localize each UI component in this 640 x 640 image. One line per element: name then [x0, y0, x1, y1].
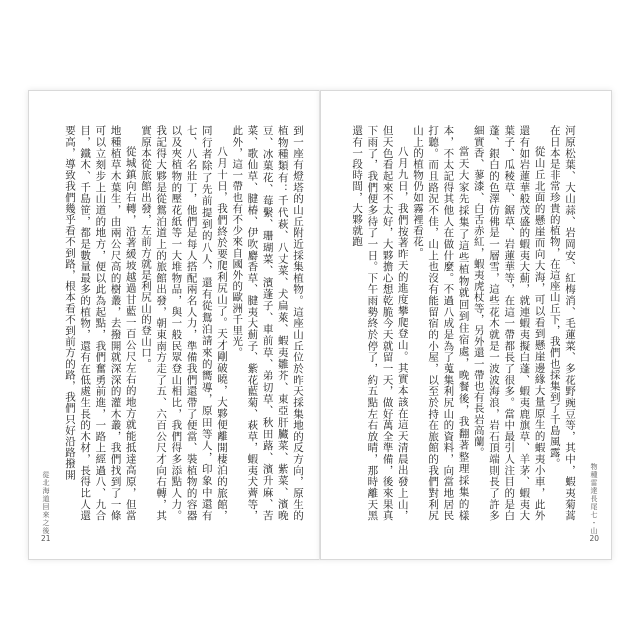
body-paragraph: 八月十日，我們終於要爬利尻山了。天才剛破曉，大夥便離開棲泊的旅館，同行者除了先前提到的八人，還有從鴛泊請來的嚮導，原田等人，印象中還有七、八名壯丁，他們是每人搭配兩名人力，準備我們還帶了便當、裝植物的容器以及夾植物的壓花紙等一大堆物品，與一般民眾登山相比，我們得多添點人力。我記得大夥是從鴛泊道上的旅館出發，朝東南方走了五、六百公尺才向右轉，其實原本從旅館出發，左前方就是利尻山的登山口。 — [139, 125, 228, 521]
running-title-left: 從北海道回來之後 — [42, 471, 50, 535]
body-paragraph: 八月九日，我們按著昨天的進度攀爬登山。其實本該在這天清晨出發上山，但天色看起來不太好，大夥擔心想乾脆今天就留一天，做好萬全準備，後來果真下雨了，我們便多待了一日。下午雨勢終於停了，約五點左右放晴，那時離天黑還有一段時間，大夥就跑 — [351, 125, 409, 521]
page-number-right: 20 — [589, 534, 599, 543]
left-page-body — [63, 125, 305, 521]
right-page-body — [335, 125, 577, 521]
running-title-right: 物種雷達長尾七・山 — [590, 463, 598, 535]
body-paragraph: 從山丘北面的懸崖而向大海，可以看到懸崖邊緣大量原生的蝦夷小車，此外還有如岩蓮華般茂盛的蝦夷大薊，就連蝦夷擬白蓬、蝦夷鹿旗草、羊茅、蝦夷大葉子、瓜稜草、鋸草、岩蓮華等，在這一帶都長了很多。當中最引人注目的是白蓬、銀白的色澤仿佛是一層雪，這些花木就是一波波海浪，岩石頂端則長了許多細實香、蓼漆、白舌赤紅，蝦夷虎杖等，另外還一帶也有長岩高蘭。 — [472, 125, 546, 521]
left-page — [28, 90, 320, 560]
body-paragraph: 當天大家先採集了這些植物就回到住宿處，晚餐後，我翻著整理採集的樣本，不太記得其他人在做什麼。不過八成是為了蒐集利尻山的資料，向當地居民打聽。而且路況不佳，山上也沒有能留宿的小屋，以至於持在旅館的我們對利尻山上的植物仍如霧裡看花。 — [411, 125, 470, 521]
body-paragraph: 從城鎮向右轉，沿著緩坡越過甘藍一百公尺左右的地方就能抵達高原，但當地種植草木葉生，由兩公尺高的樹叢，去撥開就深深的灌木叢，我們找到了一條可以立刻步上山道的地方，便以此為起點，我們奮勇前進，一路上經過八、九合目，鐵木、千島笹，都是數量最多的植物，還有在低處生長的木材，長得比人還要高，導致我們幾乎看不到路，根本看不到前方的路，我們只好沿路撥開 — [63, 125, 137, 521]
page-number-left: 21 — [41, 534, 51, 543]
body-paragraph: 到一座有燈塔的山丘附近採集植物。這座山丘位於昨天採集地的反方向，原生的植物種類有：千代萩、八丈菜、犬扁萊、蝦夷雛芥、東亞肝臟菜、紫菜、濱晚豆、冰菓花、莓繫、珊瑚菜、濱蓬子、車前草、弟切草、秋田蕗、濱升麻、苦菜、歌仙草、腱椿、伊吹麝香草、腱夷大薊子、紫花藍菊、萩草，蝦夷犬薺等，此外，這一帶也有不少來自國外的歐洲千里光。 — [231, 125, 304, 521]
right-page — [320, 90, 612, 560]
body-paragraph: 河原松葉、大山蒜、岩岡安、紅梅消、毛蓮菜、多花野豌豆等，其中，蝦夷菊蒿在日本是非常珍貴的植物，在這座山丘下，我們也採集到了千島風露。 — [548, 125, 576, 521]
